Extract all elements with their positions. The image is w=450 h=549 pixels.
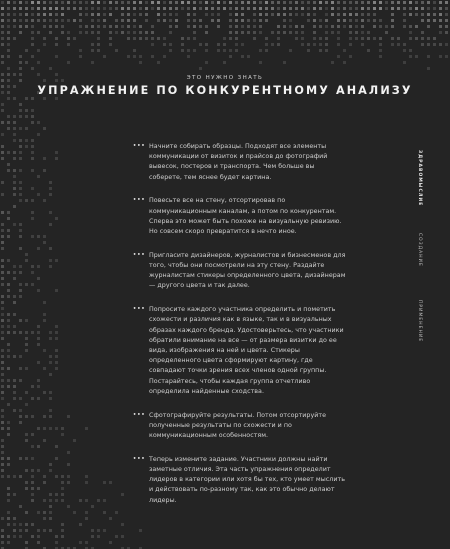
side-tab-primenenie[interactable]: ПРИМЕНЕНИЕ <box>417 300 422 343</box>
list-item <box>133 196 348 237</box>
bullet-icon: ••• <box>133 306 146 313</box>
bullet-icon: ••• <box>133 455 146 462</box>
list-item-text: Сфотографируйте результаты. Потом отсортируйте полученные результаты по схожести и по коммуникационным особенностям. <box>149 411 327 440</box>
list-item-text: Попросите каждого участника определить и пометить схожести и различия как в языке, так и в визуальных образах каждого бренда. Удостоверьтесь, что участники обратили внимание на все — от размера визитки до ее вида, изображения на ней и цвета. Стикеры определенного цвета сформируют картину, где совпадают точки зрения всех членов одной группы. Постарайтесь, чтобы каждая группа отчетливо определила найденные сходства. <box>149 306 344 395</box>
instruction-list <box>133 142 348 519</box>
list-item-text: Пригласите дизайнеров, журналистов и бизнесменов для того, чтобы они посмотрели на эту стену. Раздайте журналистам стикеры определенного цвета, дизайнерам — другого цвета и так далее. <box>149 251 346 290</box>
bullet-icon: ••• <box>133 411 146 418</box>
side-tab-sozdanie[interactable]: СОЗДАНИЕ <box>417 233 422 267</box>
list-item <box>133 142 348 183</box>
bullet-icon: ••• <box>133 251 146 258</box>
bullet-icon: ••• <box>133 197 146 204</box>
side-tab-zdravomyslie[interactable]: ЗДРАВОМЫСЛИЕ <box>417 150 422 207</box>
list-item <box>133 455 348 506</box>
bullet-icon: ••• <box>133 143 146 149</box>
page-title: УПРАЖНЕНИЕ ПО КОНКУРЕНТНОМУ АНАЛИЗУ <box>37 84 413 97</box>
list-item <box>133 251 348 292</box>
list-item-text: Повесьте все на стену, отсортировав по коммуникационным каналам, а потом по конкурентам. Сперва это может быть похоже на визуальную ревизию. Но совсем скоро превратится в нечто иное. <box>149 197 342 236</box>
list-item-text: Теперь измените задание. Участники должны найти заметные отличия. Эта часть упражнения определит лидеров в категории или хотя бы тех, кто умеет мыслить и действовать по-разному так, как это обычно делают лидеры. <box>149 455 345 504</box>
list-item-text: Начните собирать образцы. Подходят все элементы коммуникации от визиток и прайсов до фотографий вывесок, постеров и транспорта. Чем больше вы соберете, тем яснее будет картина. <box>149 143 328 181</box>
section-kicker: ЭТО НУЖНО ЗНАТЬ <box>186 75 264 81</box>
list-item <box>133 305 348 397</box>
list-item <box>133 411 348 442</box>
